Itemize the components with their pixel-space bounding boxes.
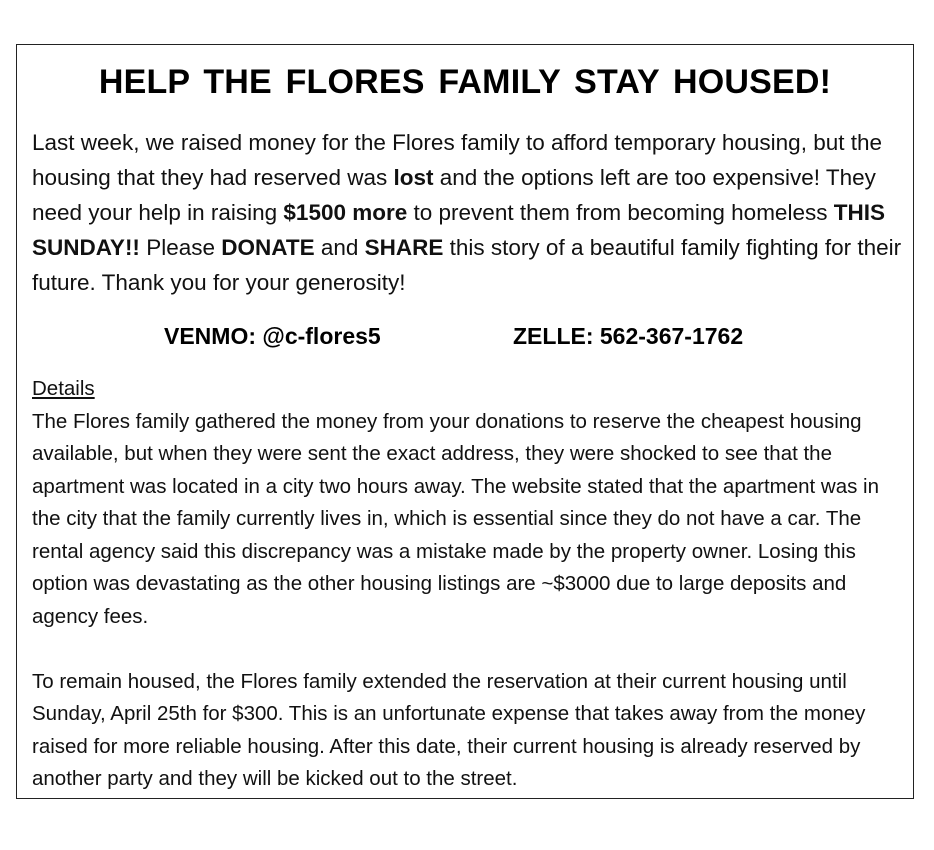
intro-emphasis-donate: DONATE <box>221 235 315 260</box>
paragraph-spacer <box>32 633 899 666</box>
zelle-number: ZELLE: 562-367-1762 <box>513 323 744 349</box>
intro-emphasis-amount: $1500 more <box>283 200 408 225</box>
details-paragraph-1: The Flores family gathered the money from your donations to reserve the cheapest housing available, but when they were sent the exact address, they were shocked to see that the apartment was located in a city two hours away. The website stated that the apartment was in the city that the family currently lives in, which is essential since they do not have a car. The rental agency said this discrepancy was a mistake made by the property owner. Losing this option was devastating as the other housing listings are ~$3000 due to large deposits and agency fees. <box>32 409 880 628</box>
intro-text-2: and the options left are too expensive! They need your help in raising <box>32 165 876 225</box>
details-heading: Details <box>32 377 95 400</box>
intro-emphasis-lost: lost <box>393 165 434 190</box>
details-section <box>32 373 899 796</box>
intro-emphasis-deadline: THIS SUNDAY!! <box>32 200 885 260</box>
intro-text-6: this story of a beautiful family fighting for their future. Thank you for your generosity! <box>32 235 902 295</box>
venmo-handle: VENMO: @c-flores5 <box>164 323 381 349</box>
intro-text-3: to prevent them from becoming homeless <box>407 200 834 225</box>
intro-text-4: Please <box>139 235 222 260</box>
flyer-title: HELP THE FLORES FAMILY STAY HOUSED! <box>98 63 832 101</box>
details-paragraph-2: To remain housed, the Flores family extended the reservation at their current housing until Sunday, April 25th for $300. This is an unfortunate expense that takes away from the money raised for more reliable housing. After this date, their current housing is already reserved by another party and they will be kicked out to the street. <box>32 669 866 790</box>
intro-emphasis-share: SHARE <box>364 235 444 260</box>
intro-text-1: Last week, we raised money for the Flores family to afford temporary housing, but the housing that they had reserved was <box>32 130 883 190</box>
intro-text-5: and <box>314 235 365 260</box>
intro-paragraph <box>32 125 903 300</box>
flyer <box>16 44 914 799</box>
